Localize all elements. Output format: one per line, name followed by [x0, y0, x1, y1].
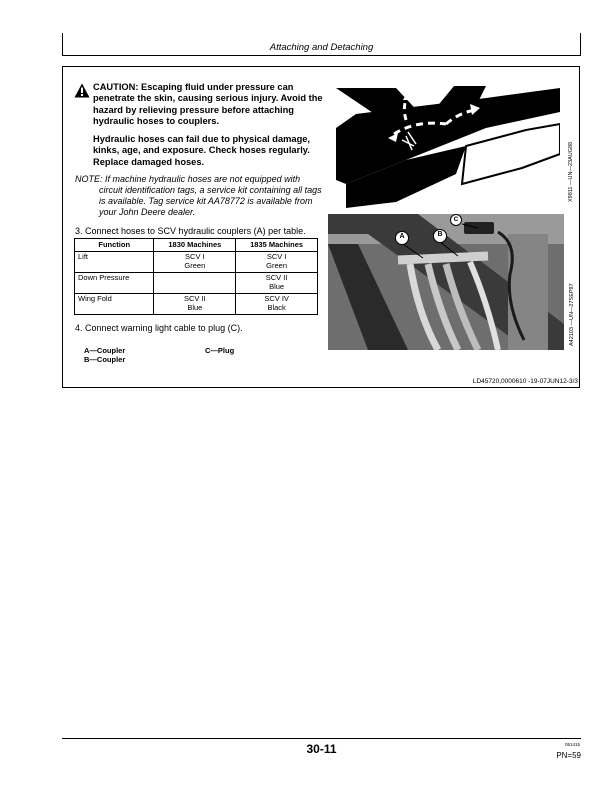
note-rest: circuit identification tags, a service kit containing all tags is available. Tag service kit AA78772 is available from your John Deere dealer. [99, 185, 322, 217]
caution-heading: CAUTION: Escaping fluid under pressure can penetrate the skin, causing serious injury. Avoid the hazard by relieving pressure before attaching hydraulic hoses to couplers. [93, 82, 323, 126]
step-3: 3. Connect hoses to SCV hydraulic couplers (A) per table. [75, 226, 306, 236]
caution-block [74, 82, 324, 175]
table-row [75, 273, 318, 294]
document-reference: LD45720,0000610 -19-07JUN12-3/3 [472, 378, 578, 385]
callout-a: A [399, 233, 405, 240]
table-cell-function: Lift [75, 252, 154, 273]
legend-a: A—Coupler [84, 346, 126, 355]
coupler-photo [328, 214, 564, 350]
cell-color: Green [266, 260, 288, 270]
note-label: NOTE: [75, 174, 103, 184]
table-header-function: Function [75, 239, 154, 252]
table-header-1830: 1830 Machines [154, 239, 236, 252]
page-number: 30-11 [306, 742, 337, 756]
note-block [75, 174, 325, 218]
table-cell-1835 [236, 273, 318, 294]
fluid-hazard-illustration [336, 84, 560, 208]
callout-c: C [453, 216, 459, 223]
cell-color: Black [267, 302, 286, 312]
table-cell-1835 [236, 252, 318, 273]
page-pn: PN=59 [556, 751, 581, 760]
cell-scv: SCV I [266, 252, 287, 261]
scv-table [74, 238, 318, 315]
cell-scv: SCV IV [264, 294, 289, 303]
table-cell-1830 [154, 273, 236, 294]
legend-c: C—Plug [205, 346, 235, 355]
table-cell-1830 [154, 252, 236, 273]
cell-scv: SCV I [185, 252, 205, 261]
legend-b: B—Coupler [84, 355, 126, 364]
table-row [75, 252, 318, 273]
legend-left [84, 346, 125, 364]
cell-color: Blue [269, 281, 285, 291]
warning-triangle-icon [74, 83, 90, 98]
table-cell-1830 [154, 294, 236, 315]
legend-right [205, 346, 234, 355]
table-header-row [75, 239, 318, 252]
table-cell-function: Wing Fold [75, 294, 154, 315]
footer-small-code: 051415 [564, 742, 580, 747]
note-first-line: If machine hydraulic hoses are not equipped with [105, 174, 301, 184]
cell-color: Blue [187, 302, 203, 312]
caution-body: Hydraulic hoses can fail due to physical damage, kinks, age, and exposure. Check hoses regularly. Replace damaged hoses. [93, 134, 310, 167]
callout-b: B [437, 231, 443, 238]
photo1-code: X9811 —UN—23AUG88 [568, 141, 574, 202]
photo2-code: A42103 —UN—27SEP97 [569, 283, 575, 346]
footer-rule [62, 738, 581, 739]
cell-scv: SCV II [184, 294, 206, 303]
header-rule [62, 55, 581, 56]
table-cell-1835 [236, 294, 318, 315]
cell-scv: SCV II [265, 273, 288, 282]
cell-color: Green [184, 260, 206, 270]
section-title: Attaching and Detaching [269, 42, 374, 53]
table-row [75, 294, 318, 315]
table-cell-function: Down Pressure [75, 273, 154, 294]
step-4: 4. Connect warning light cable to plug (C). [75, 323, 243, 333]
table-header-1835: 1835 Machines [236, 239, 318, 252]
